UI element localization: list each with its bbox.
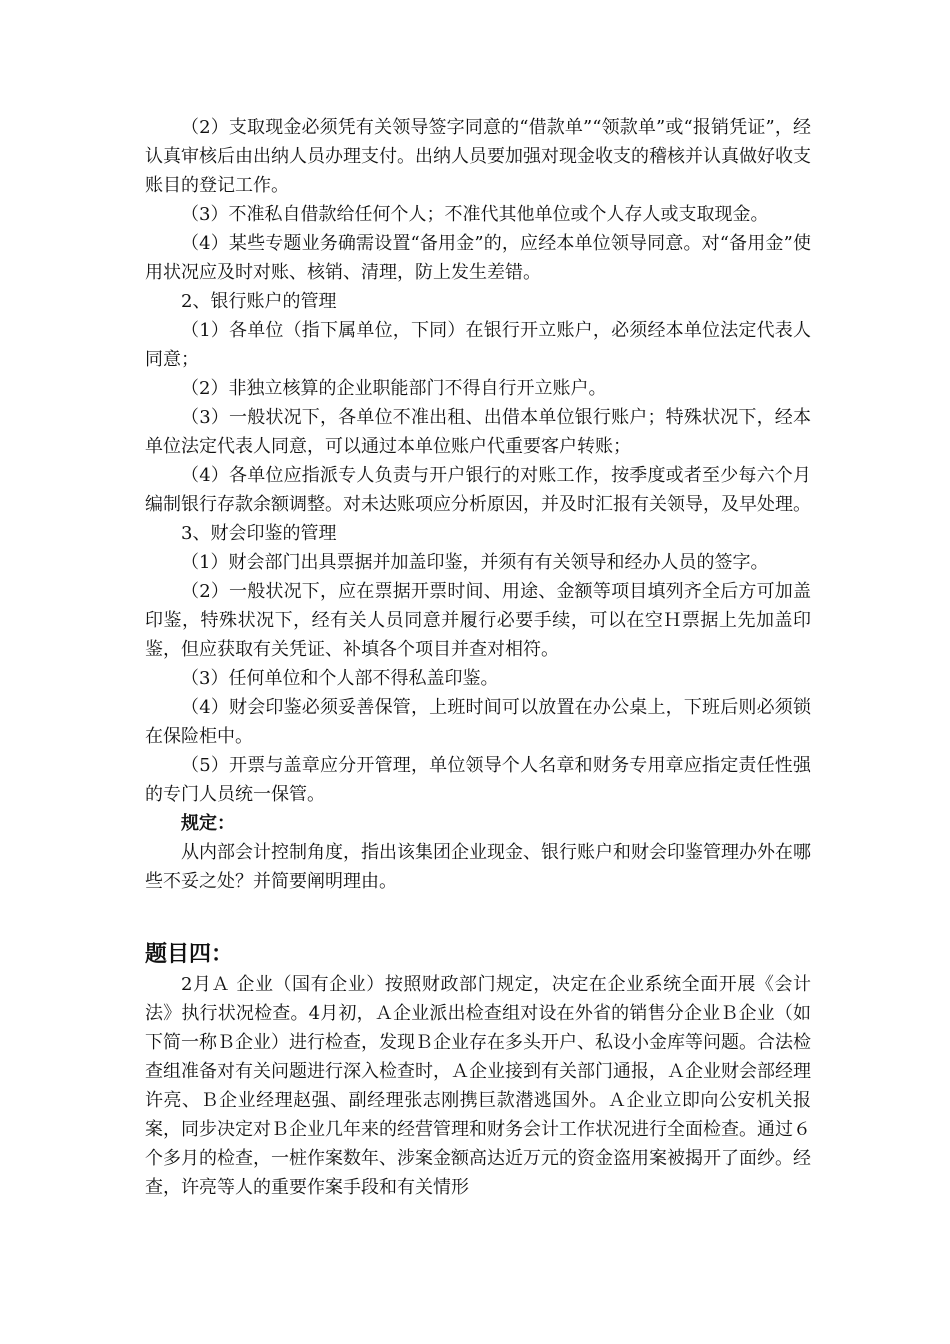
paragraph-bank-1: （1）各单位（指下属单位，下同）在银行开立账户，必须经本单位法定代表人同意； — [145, 320, 811, 370]
paragraph-bank-4: （4）各单位应指派专人负责与开户银行的对账工作，按季度或者至少每六个月编制银行存款余额调整。对未达账项应分析原因，并及时汇报有关领导，及早处理。 — [145, 465, 811, 515]
paragraph-bank-3: （3）一般状况下，各单位不准出租、出借本单位银行账户；特殊状况下，经本单位法定代表人同意，可以通过本单位账户代重要客户转账； — [145, 407, 811, 457]
paragraph-cash-4: （4）某些专题业务确需设置“备用金”的，应经本单位领导同意。对“备用金”使用状况应及时对账、核销、清理，防上发生差错。 — [145, 233, 811, 283]
paragraph-cash-2: （2）支取现金必须凭有关领导签字同意的“借款单”“领款单”或“报销凭证”，经认真审核后由出纳人员办理支付。出纳人员要加强对现金收支的稽核并认真做好收支账目的登记工作。 — [145, 117, 811, 196]
heading-bank-accounts: 2、银行账户的管理 — [181, 291, 337, 312]
requirement-label: 规定： — [181, 813, 235, 834]
document-body — [145, 113, 811, 1202]
paragraph-cash-3: （3）不准私自借款给任何个人；不准代其他单位或个人存人或支取现金。 — [181, 204, 769, 225]
paragraph-seal-3: （3）任何单位和个人部不得私盖印鉴。 — [181, 668, 499, 689]
requirement-text: 从内部会计控制角度，指出该集团企业现金、银行账户和财会印鉴管理办外在哪些不妥之处？并简要阐明理由。 — [145, 842, 811, 892]
paragraph-seal-2: （2）一般状况下，应在票据开票时间、用途、金额等项目填列齐全后方可加盖印鉴，特殊状况下，经有关人员同意并履行必要手续，可以在空Ｈ票据上先加盖印鉴，但应获取有关凭证、补填各个项目并查对相符。 — [145, 581, 811, 660]
paragraph-seal-5: （5）开票与盖章应分开管理，单位领导个人名章和财务专用章应指定责任性强的专门人员统一保管。 — [145, 755, 811, 805]
section-title: 题目四： — [145, 942, 234, 967]
heading-seals: 3、财会印鉴的管理 — [181, 523, 337, 544]
paragraph-seal-1: （1）财会部门出具票据并加盖印鉴，并须有有关领导和经办人员的签字。 — [181, 552, 769, 573]
section-text: 2月Ａ 企业（国有企业）按照财政部门规定，决定在企业系统全面开展《会计法》执行状况检查。4月初，Ａ企业派出检查组对设在外省的销售分企业Ｂ企业（如下简一称Ｂ企业）进行检查，发现Ｂ企业存在多头开户、私设小金库等问题。合法检查组准备对有关问题进行深入检查时，Ａ企业接到有关部门通报，Ａ企业财会部经理许亮、Ｂ企业经理赵强、副经理张志刚携巨款潜逃国外。Ａ企业立即向公安机关报案，同步决定对Ｂ企业几年来的经营管理和财务会计工作状况进行全面检查。通过６个多月的检查，一桩作案数年、涉案金额高达近万元的资金盗用案被揭开了面纱。经查，许亮等人的重要作案手段和有关情形 — [145, 974, 811, 1198]
paragraph-bank-2: （2）非独立核算的企业职能部门不得自行开立账户。 — [181, 378, 607, 399]
paragraph-seal-4: （4）财会印鉴必须妥善保管，上班时间可以放置在办公桌上，下班后则必须锁在保险柜中。 — [145, 697, 811, 747]
